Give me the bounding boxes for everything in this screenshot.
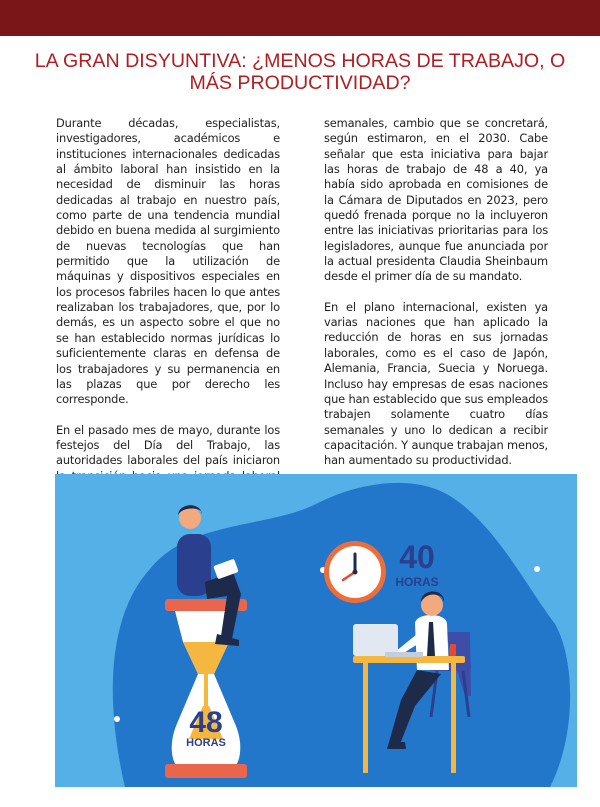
paragraph-2: En el pasado mes de mayo, durante los festejos del Día del Trabajo, las autoridades laborales del país iniciaron	[56, 422, 280, 468]
right-column	[324, 116, 548, 484]
sparkle-dot	[534, 566, 540, 572]
work-hours-illustration	[55, 474, 577, 787]
laptop-icon	[353, 624, 398, 656]
cup-icon	[450, 644, 456, 656]
label-40-unit: HORAS	[395, 575, 439, 589]
paragraph-1: Durante décadas, especialistas, investigadores, académicos e instituciones internacionales dedicadas al ámbito laboral han insistido en la necesidad de disminuir las horas dedicadas al trabajo en nuestro país, como parte de una tendencia mundial debido en buena medida al surgimiento de nuevas tecnologías que han permitido que la utilización de máquinas y dispositivos especiales en los procesos fabriles hacen lo que antes realizaban los trabajadores, que, por lo demás, es un aspecto sobre el que no se han establecido normas jurídicas lo suficientemente claras en defensa de los trabajadores y su permanencia en las plazas que por derecho les corresponde.	[56, 116, 280, 407]
label-48-unit: HORAS	[186, 737, 226, 749]
paragraph-3: semanales, cambio que se concretará, según estimaron, en el 2030. Cabe señalar que esta iniciativa para bajar las horas de trabajo de 48 a 40, ya había sido aprobada en comisiones de la Cámara de Diputados en 2023, pero quedó frenada porque no la incluyeron entre las iniciativas prioritarias para los legisladores, aunque fue anunciada por la actual presidenta Claudia Sheinbaum desde el primer día de su mandato.	[324, 116, 548, 284]
label-40-number: 40	[399, 539, 435, 575]
label-48-number: 48	[189, 706, 223, 739]
top-color-bar	[0, 0, 600, 36]
paragraph-4: En el plano internacional, existen ya varias naciones que han aplicado la reducción de horas en sus jornadas laborales, como es el caso de Japón, Alemania, Francia, Suecia y Noruega. Incluso hay empresas de esas naciones que han establecido que sus empleados trabajen solamente cuatro días semanales y uno lo dedican a recibir capacitación. Y aunque trabajan menos, han aumentado su productividad.	[324, 299, 549, 468]
page-title: LA GRAN DISYUNTIVA: ¿MENOS HORAS DE TRABAJO, O MÁS PRODUCTIVIDAD?	[34, 50, 566, 94]
left-column	[56, 116, 280, 514]
sparkle-dot	[114, 716, 120, 722]
clock-icon	[324, 541, 386, 603]
